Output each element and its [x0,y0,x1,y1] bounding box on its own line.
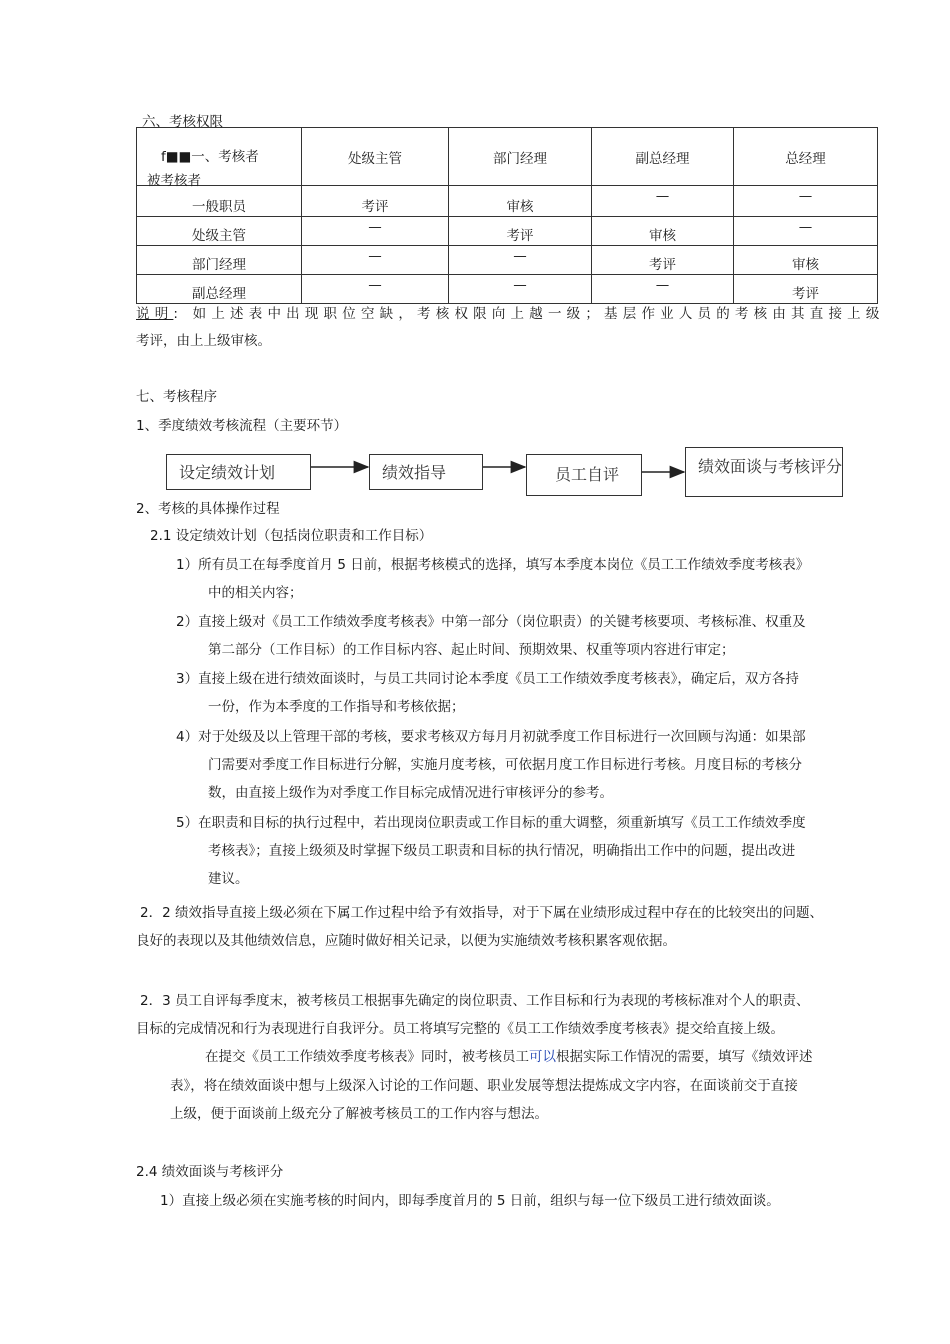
table-cell: 考评 [649,257,676,273]
table-cell: — [655,188,670,204]
p22-line-1: 2．2 绩效指导直接上级必须在下属工作过程中给予有效指导，对于下属在业绩形成过程中存在的比较突出的问题、 [140,905,823,921]
flow-arrows [0,0,950,520]
item-5-line-1: 5）在职责和目标的执行过程中，若出现岗位职责或工作目标的重大调整，须重新填写《员工工作绩效季度 [176,815,806,831]
table-cell: 考评 [361,199,389,215]
header-cell: 副总经理 [592,128,734,186]
row-label: 副总经理 [192,286,246,302]
note-line-2: 考评，由上上级审核。 [136,333,271,349]
flow-step-self-eval: 员工自评 [526,454,642,496]
item-5-line-2: 考核表》；直接上级须及时掌握下级员工职责和目标的执行情况，明确指出工作中的问题，提出改进 [208,843,796,859]
p23-line-1: 2．3 员工自评每季度末，被考核员工根据事先确定的岗位职责、工作目标和行为表现的考核标准对个人的职责、 [140,993,810,1009]
row-label: 处级主管 [192,228,246,244]
table-cell: — [368,219,382,235]
header-cell: 部门经理 [449,128,592,186]
table-cell: — [798,188,813,204]
row-label: 部门经理 [192,257,246,273]
p23b-line-2: 表》，将在绩效面谈中想与上级深入讨论的工作问题、职业发展等想法提炼成文字内容，在面谈前交于直接 [170,1078,798,1094]
p22-line-2: 良好的表现以及其他绩效信息，应随时做好相关记录，以便为实施绩效考核积累客观依据。 [136,933,676,949]
item-2-line-2: 第二部分（工作目标）的工作目标内容、起止时间、预期效果、权重等项内容进行审定； [208,642,735,658]
interview-subtitle: 2.4 绩效面谈与考核评分 [136,1164,284,1180]
flow-subtitle: 1、季度绩效考核流程（主要环节） [136,418,348,434]
header-cell: 总经理 [734,128,878,186]
table-cell: — [368,277,382,293]
flow-step-plan: 设定绩效计划 [166,454,311,490]
section6-title: 六、考核权限 [142,114,223,130]
item-1-line-1: 1）所有员工在每季度首月 5 日前，根据考核模式的选择，填写本季度本岗位《员工工作绩效季度考核表》 [176,557,810,573]
p23b-line-1 [205,1047,813,1067]
table-cell: — [513,277,527,293]
p24-item-1: 1）直接上级必须在实施考核的时间内，即每季度首月的 5 日前，组织与每一位下级员工进行绩效面谈。 [160,1193,780,1209]
item-5-line-3: 建议。 [208,871,249,887]
table-cell: 审核 [649,228,676,244]
item-4-line-3: 数，由直接上级作为对季度工作目标完成情况进行审核评分的参考。 [208,785,613,801]
table-cell: 考评 [792,286,819,302]
corner-bottom-label: 被考核者 [147,173,201,189]
p23b-text-2: 根据实际工作情况的需要，填写《绩效评述 [556,1049,813,1065]
p23b-text-1: 在提交《员工工作绩效季度考核表》同时，被考核员工 [205,1049,529,1065]
table-cell: 考评 [506,228,534,244]
p23-line-2: 目标的完成情况和行为表现进行自我评分。员工将填写完整的《员工工作绩效季度考核表》提交给直接上级。 [136,1021,784,1037]
p23b-line-3: 上级，便于面谈前上级充分了解被考核员工的工作内容与想法。 [170,1106,548,1122]
ops-subtitle: 2、考核的具体操作过程 [136,501,280,517]
table-cell: 审核 [506,199,534,215]
table-cell: — [798,219,813,235]
note-text: : 如上述表中出现职位空缺，考核权限向上越一级；基层作业人员的考核由其直接上级 [173,306,885,322]
note-label: 说明 [136,306,174,322]
row-label: 一般职员 [192,199,246,215]
table-cell: — [368,248,382,264]
table-cell: — [513,248,527,264]
p23b-highlight: 可以 [529,1049,556,1065]
item-4-line-1: 4）对于处级及以上管理干部的考核，要求考核双方每月月初就季度工作目标进行一次回顾与沟通：如果部 [176,729,806,745]
item-3-line-1: 3）直接上级在进行绩效面谈时，与员工共同讨论本季度《员工工作绩效季度考核表》，确定后，双方各持 [176,671,799,687]
header-cell: 处级主管 [302,128,449,186]
item-3-line-2: 一份，作为本季度的工作指导和考核依据； [208,699,465,715]
flow-step-guidance: 绩效指导 [369,454,483,490]
item-4-line-2: 门需要对季度工作目标进行分解，实施月度考核，可依据月度工作目标进行考核。月度目标的考核分 [208,757,802,773]
flow-step-interview: 绩效面谈与考核评分 [685,447,843,497]
table-cell: 审核 [792,257,819,273]
table-cell: — [655,277,670,293]
item-1-line-2: 中的相关内容； [208,585,303,601]
corner-top-label: f■■一、考核者 [161,149,259,165]
section7-title: 七、考核程序 [136,389,217,405]
item-2-line-1: 2）直接上级对《员工工作绩效季度考核表》中第一部分（岗位职责）的关键考核要项、考核标准、权重及 [176,614,806,630]
plan-subtitle: 2.1 设定绩效计划（包括岗位职责和工作目标） [150,528,433,544]
